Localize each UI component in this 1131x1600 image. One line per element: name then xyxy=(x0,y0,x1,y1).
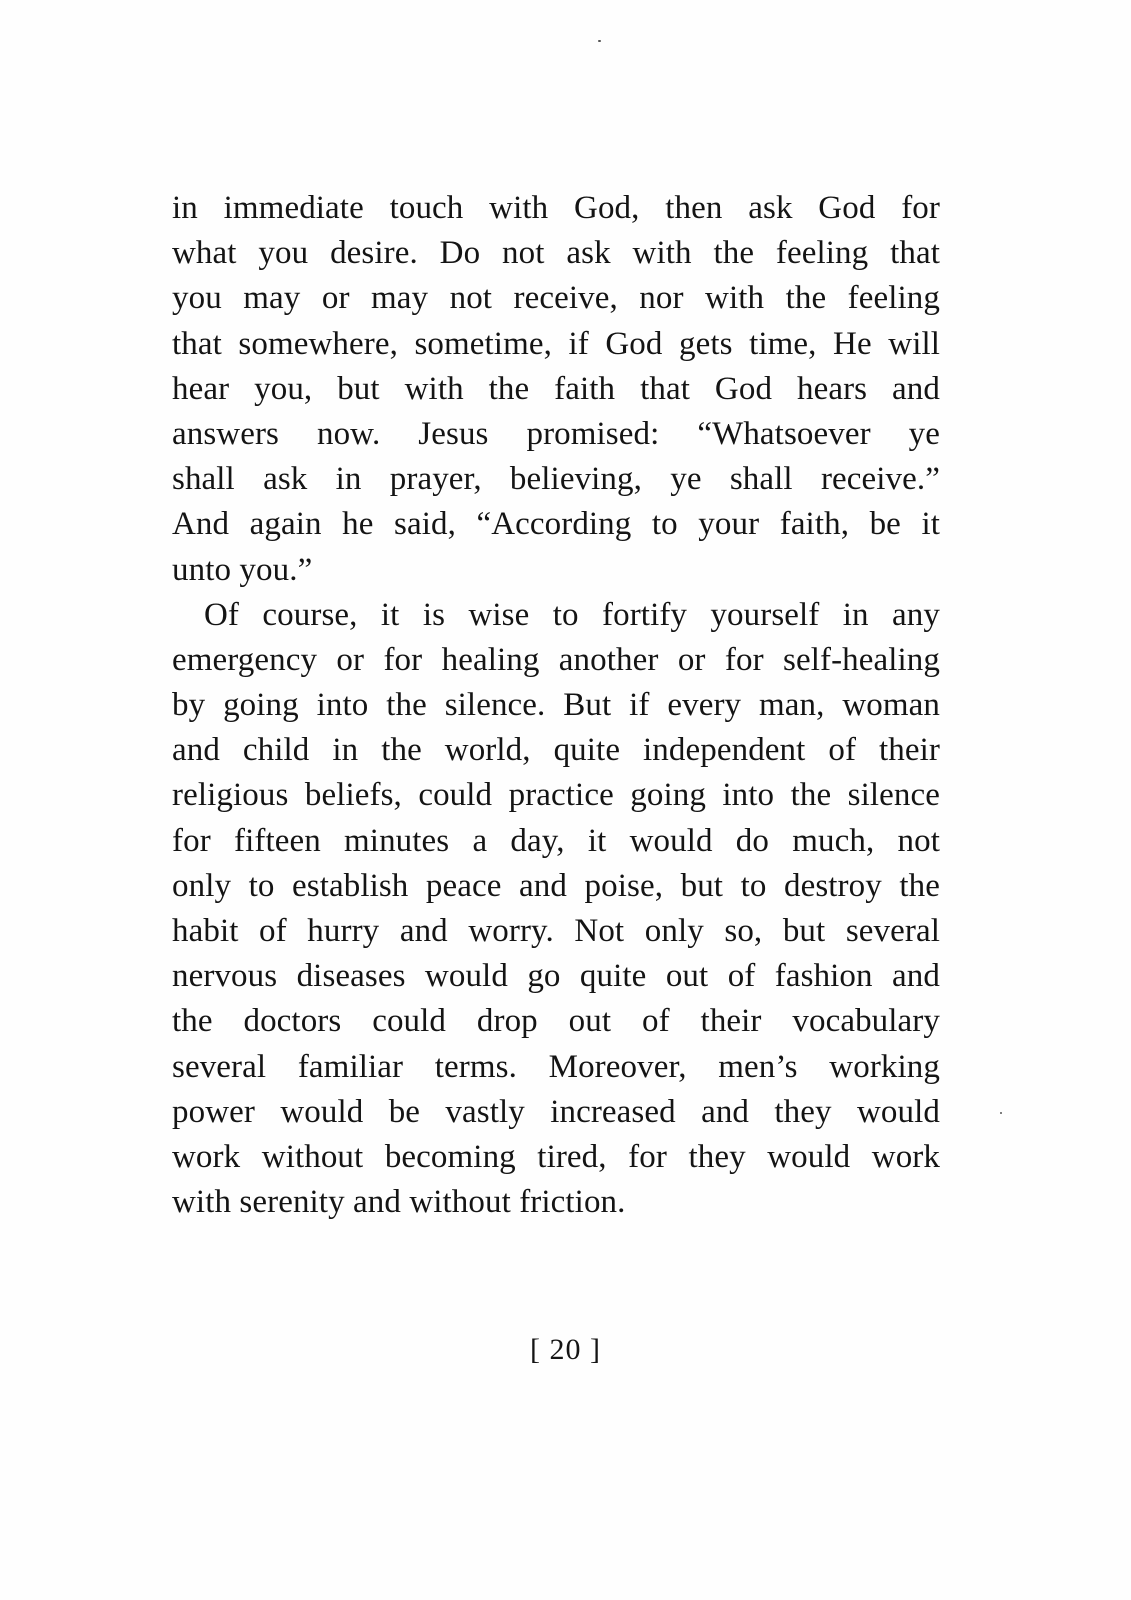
text-line: religious beliefs, could practice going into the silence xyxy=(172,777,940,814)
text-line: answers now. Jesus promised: “Whatsoever ye xyxy=(172,415,940,452)
text-line: that somewhere, sometime, if God gets time, He will xyxy=(172,325,940,362)
scan-speck xyxy=(598,40,601,42)
text-line: in immediate touch with God, then ask God for xyxy=(172,190,940,226)
text-line: shall ask in prayer, believing, ye shall receive.” xyxy=(172,461,940,498)
text-line: emergency or for healing another or for self-healing xyxy=(172,641,940,678)
text-line: And again he said, “According to your faith, be it xyxy=(172,506,940,543)
text-line: you may or may not receive, nor with the feeling xyxy=(172,280,940,317)
text-line: Of course, it is wise to fortify yourself in any xyxy=(204,596,940,633)
text-line: unto you.” xyxy=(172,551,313,588)
text-line: hear you, but with the faith that God hears and xyxy=(172,370,940,407)
text-line: habit of hurry and worry. Not only so, but several xyxy=(172,913,940,949)
body-text xyxy=(172,186,940,1225)
text-line: power would be vastly increased and they would xyxy=(172,1093,940,1130)
text-line: what you desire. Do not ask with the feeling that xyxy=(172,235,940,272)
paragraph xyxy=(172,593,940,1226)
scan-speck xyxy=(1000,1112,1002,1114)
paragraph xyxy=(172,186,940,593)
text-line: with serenity and without friction. xyxy=(172,1184,626,1221)
text-line: work without becoming tired, for they would work xyxy=(172,1138,940,1175)
text-line: and child in the world, quite independent of their xyxy=(172,732,940,769)
text-line: for fifteen minutes a day, it would do much, not xyxy=(172,822,940,859)
text-line: nervous diseases would go quite out of fashion and xyxy=(172,958,940,995)
text-line: the doctors could drop out of their vocabulary xyxy=(172,1003,940,1040)
text-line: by going into the silence. But if every man, woman xyxy=(172,687,940,724)
text-line: several familiar terms. Moreover, men’s working xyxy=(172,1048,940,1085)
page-number: [ 20 ] xyxy=(530,1333,601,1366)
text-line: only to establish peace and poise, but to destroy the xyxy=(172,867,940,904)
